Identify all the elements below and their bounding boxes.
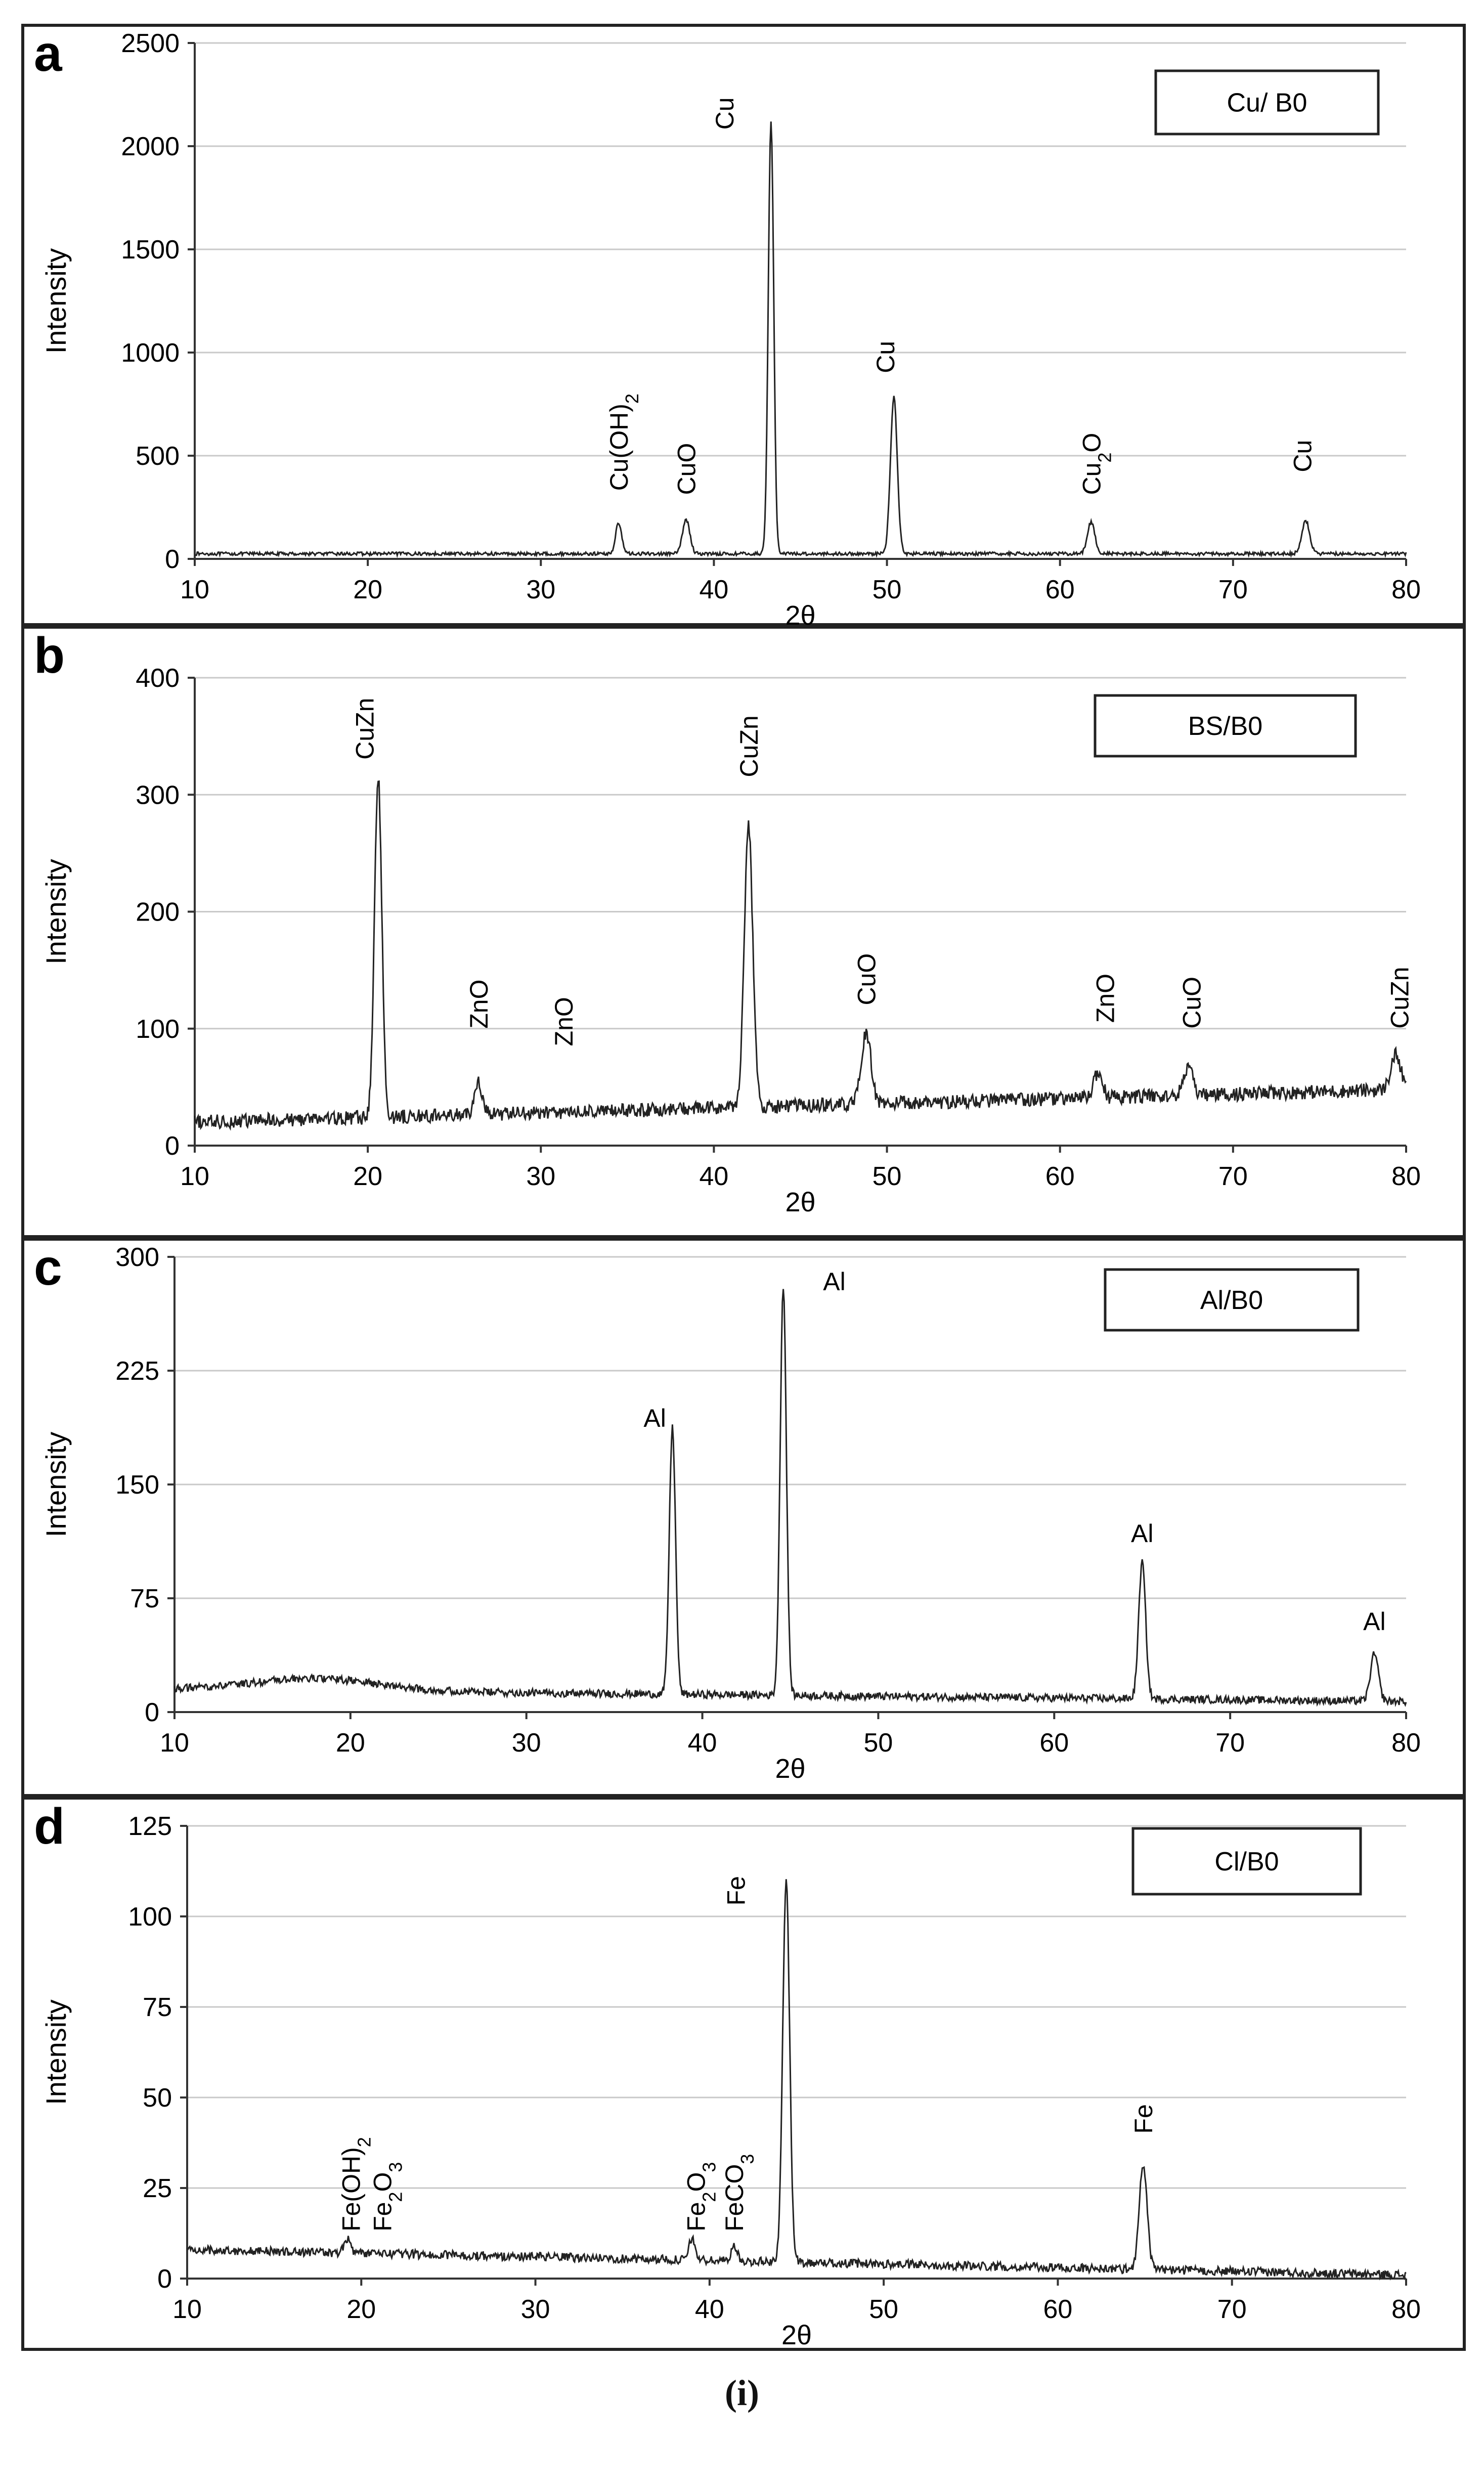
y-tick-label: 1500: [121, 235, 180, 265]
y-tick-label: 300: [115, 1243, 159, 1272]
panel-d: [23, 1798, 1464, 2350]
peak-label-subscript: 2: [354, 2137, 375, 2148]
y-tick-label: 100: [136, 1014, 180, 1044]
peak-label: [465, 980, 493, 1029]
peak-label: [1178, 977, 1206, 1029]
peak-label-part: ZnO: [465, 979, 494, 1029]
x-tick-label: 50: [872, 575, 902, 604]
x-tick-label: 80: [1391, 1162, 1421, 1191]
x-tick-label: 70: [1217, 2295, 1247, 2324]
peak-label-subscript: 3: [385, 2162, 406, 2172]
peak-label: [722, 1876, 751, 1905]
figure-caption: (i): [725, 2373, 759, 2413]
peak-label-part: Cu: [1288, 440, 1317, 472]
panel-b: [23, 627, 1464, 1237]
y-tick-label: 1000: [121, 338, 180, 368]
peak-label-subscript: 2: [698, 2192, 719, 2202]
peak-label-part: Fe: [722, 1876, 751, 1906]
x-tick-label: 10: [180, 575, 209, 604]
peak-label: [369, 2162, 406, 2232]
x-axis-label: 2θ: [775, 1754, 806, 1784]
x-tick-label: 20: [346, 2295, 376, 2324]
xrd-trace: [195, 121, 1406, 555]
peak-label: [1129, 2104, 1158, 2133]
peak-label: [711, 97, 739, 129]
x-tick-label: 30: [520, 2295, 550, 2324]
panel-letter: b: [34, 627, 65, 684]
peak-label-part: Al: [1130, 1519, 1154, 1548]
peak-label-part: CuO: [852, 953, 881, 1005]
peak-label-part: CuZn: [351, 697, 379, 760]
peak-label-part: CuZn: [1385, 967, 1414, 1029]
panel-letter: d: [34, 1798, 65, 1855]
y-tick-label: 0: [165, 545, 180, 574]
peak-label-part: Cu: [871, 340, 900, 373]
peak-label-part: Cu: [710, 97, 739, 130]
x-tick-label: 40: [699, 1162, 729, 1191]
peak-label-part: Al: [643, 1404, 666, 1432]
x-tick-label: 30: [526, 1162, 556, 1191]
peak-label-part: Fe(OH): [337, 2147, 366, 2232]
peak-label: [605, 394, 642, 491]
y-tick-label: 125: [128, 1812, 172, 1841]
x-tick-label: 40: [687, 1728, 717, 1758]
legend-label: Al/B0: [1200, 1286, 1263, 1315]
x-tick-label: 10: [180, 1162, 209, 1191]
y-tick-label: 400: [136, 664, 180, 693]
y-axis-label: Intensity: [40, 1999, 72, 2105]
x-tick-label: 70: [1218, 575, 1248, 604]
legend-label: BS/B0: [1188, 712, 1263, 741]
panel-letter: a: [34, 25, 62, 82]
panel-letter: c: [34, 1239, 62, 1296]
peak-label-part: Fe: [1129, 2104, 1158, 2134]
panel-a: [23, 25, 1464, 631]
y-tick-label: 25: [143, 2174, 172, 2203]
y-tick-label: 0: [145, 1698, 159, 1727]
peak-label-part: FeCO: [720, 2164, 749, 2232]
x-axis-label: 2θ: [785, 600, 816, 631]
x-tick-label: 80: [1391, 1728, 1421, 1758]
y-tick-label: 150: [115, 1470, 159, 1500]
xrd-trace: [195, 781, 1406, 1128]
x-tick-label: 50: [872, 1162, 902, 1191]
peak-label-subscript: 3: [698, 2162, 719, 2172]
peak-label-part: Al: [823, 1267, 846, 1296]
y-axis-label: Intensity: [40, 859, 72, 965]
x-tick-label: 60: [1039, 1728, 1069, 1758]
peak-label-part: Fe: [368, 2202, 397, 2232]
x-tick-label: 60: [1045, 575, 1075, 604]
y-tick-label: 0: [157, 2264, 172, 2294]
peak-label: [550, 997, 578, 1046]
x-tick-label: 40: [694, 2295, 724, 2324]
x-tick-label: 80: [1391, 2295, 1421, 2324]
x-tick-label: 30: [526, 575, 556, 604]
peak-label: [735, 715, 763, 777]
x-tick-label: 80: [1391, 575, 1421, 604]
x-tick-label: 60: [1045, 1162, 1075, 1191]
peak-label-subscript: 2: [385, 2192, 406, 2202]
legend-label: Cl/B0: [1214, 1847, 1279, 1876]
peak-label-part: O: [1077, 432, 1106, 453]
x-tick-label: 10: [160, 1728, 189, 1758]
legend-label: Cu/ B0: [1227, 88, 1307, 118]
x-tick-label: 20: [353, 1162, 383, 1191]
peak-label-subscript: 3: [736, 2154, 758, 2164]
peak-label-part: O: [368, 2172, 397, 2192]
peak-label-part: ZnO: [549, 997, 578, 1046]
y-tick-label: 225: [115, 1357, 159, 1386]
x-tick-label: 10: [172, 2295, 202, 2324]
x-tick-label: 20: [335, 1728, 365, 1758]
peak-label: [1077, 433, 1115, 495]
x-axis-label: 2θ: [785, 1187, 816, 1217]
x-tick-label: 30: [511, 1728, 541, 1758]
peak-label-subscript: 2: [1094, 452, 1115, 463]
x-tick-label: 40: [699, 575, 729, 604]
xrd-trace: [174, 1289, 1406, 1705]
y-tick-label: 75: [130, 1584, 159, 1613]
peak-label-subscript: 2: [621, 394, 642, 404]
peak-label-part: Cu: [1077, 462, 1106, 495]
y-tick-label: 0: [165, 1131, 180, 1161]
y-tick-label: 500: [136, 442, 180, 471]
x-tick-label: 50: [869, 2295, 899, 2324]
y-tick-label: 50: [143, 2083, 172, 2113]
peak-label-part: Cu(OH): [605, 404, 634, 491]
y-tick-label: 75: [143, 1993, 172, 2022]
peak-label: [682, 2162, 719, 2232]
peak-label: [1289, 440, 1317, 472]
peak-label-part: Fe: [682, 2202, 711, 2232]
x-axis-label: 2θ: [781, 2320, 812, 2350]
x-tick-label: 70: [1218, 1162, 1248, 1191]
panel-c: [23, 1239, 1464, 1796]
peak-label: [853, 953, 881, 1005]
peak-label-part: O: [682, 2172, 711, 2192]
y-tick-label: 300: [136, 780, 180, 810]
peak-label: [823, 1267, 845, 1296]
x-tick-label: 70: [1215, 1728, 1245, 1758]
x-tick-label: 20: [353, 575, 383, 604]
y-axis-label: Intensity: [40, 248, 72, 354]
peak-label: [643, 1404, 666, 1432]
y-tick-label: 200: [136, 897, 180, 927]
x-tick-label: 60: [1043, 2295, 1073, 2324]
peak-label-part: CuO: [1177, 976, 1206, 1029]
peak-label: [1363, 1607, 1385, 1636]
y-tick-label: 100: [128, 1902, 172, 1932]
y-tick-label: 2000: [121, 132, 180, 161]
peak-label-part: ZnO: [1091, 973, 1120, 1023]
peak-label: [351, 698, 379, 760]
y-tick-label: 2500: [121, 29, 180, 58]
peak-label: [720, 2154, 758, 2232]
peak-label: [871, 341, 900, 373]
peak-label: [673, 443, 701, 495]
peak-label-part: Al: [1363, 1607, 1386, 1636]
peak-label: [1092, 974, 1120, 1023]
peak-label-part: CuO: [672, 443, 701, 495]
peak-label: [1131, 1519, 1153, 1548]
peak-label-part: CuZn: [734, 715, 763, 777]
y-axis-label: Intensity: [40, 1431, 72, 1538]
x-tick-label: 50: [863, 1728, 893, 1758]
peak-label: [1385, 967, 1414, 1028]
